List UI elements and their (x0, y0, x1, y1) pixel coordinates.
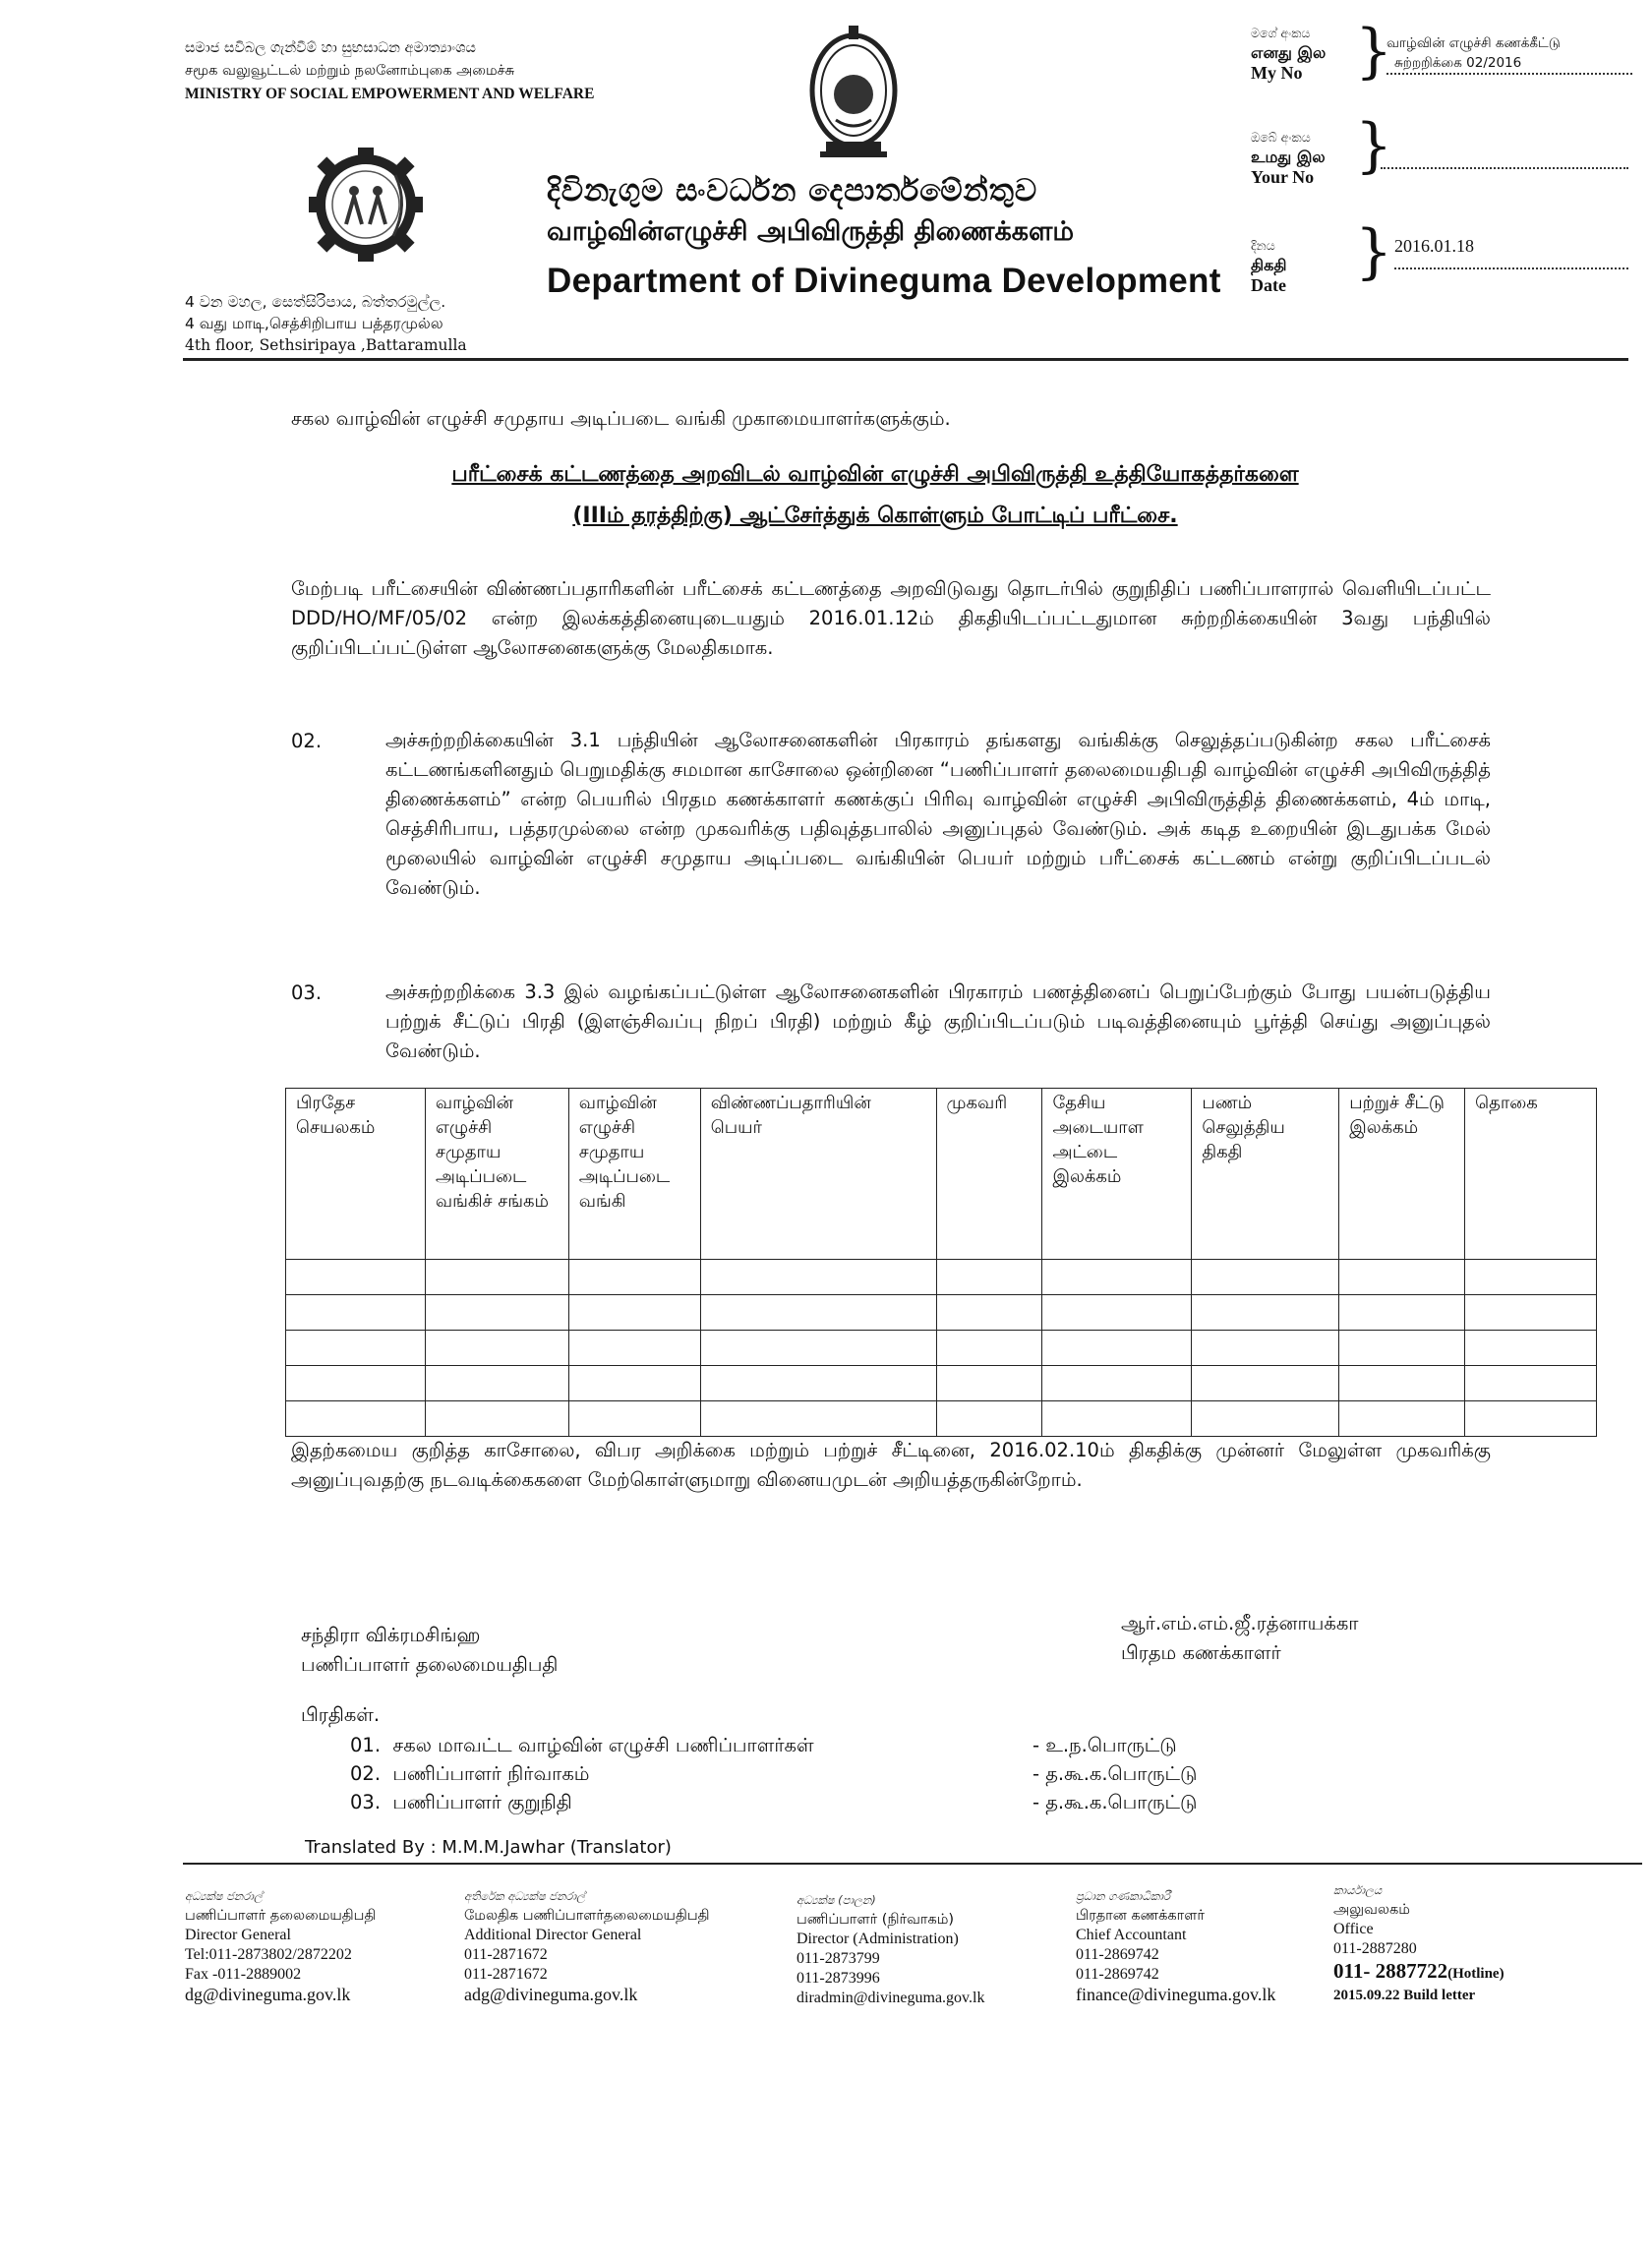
your-no-label (1251, 128, 1326, 187)
my-no-label-si: මගේ අංකය (1251, 26, 1311, 40)
footer-hotline-suffix: (Hotline) (1447, 1966, 1504, 1982)
table-cell (568, 1295, 700, 1331)
footer-chief-accountant (1076, 1886, 1275, 2004)
footer-si: අධ්‍යක්ෂ ජනරාල් (185, 1889, 263, 1903)
footer-en: Office (1333, 1921, 1374, 1937)
footer-phone: 011-2871672 (464, 1966, 548, 1983)
left-signatory-name: சந்திரா விக்ரமசிங்ஹ (301, 1624, 481, 1646)
ministry-name-tamil: சமூக வலுவூட்டல் மற்றும் நலனோம்புகை அமைச்சு (185, 63, 515, 79)
table-cell (1042, 1331, 1192, 1366)
footer-si: කාර්යාලය (1333, 1883, 1383, 1897)
copy-item-purpose: - த.கூ.க.பொருட்டு (1032, 1762, 1198, 1785)
footer-si: අතිරේක අධ්‍යක්ෂ ජනරාල් (464, 1889, 585, 1903)
my-no-label-en: My No (1251, 63, 1303, 83)
your-no-label-ta: உமது இல (1251, 148, 1326, 166)
table-cell (1339, 1295, 1465, 1331)
footer-en: Chief Accountant (1076, 1927, 1187, 1943)
footer-en: Additional Director General (464, 1927, 642, 1943)
footer-hotline-number: 011- 2887722 (1333, 1959, 1448, 1983)
recipient-line: சகல வாழ்வின் எழுச்சி சமுதாய அடிப்படை வங்கி முகாமையாளர்களுக்கும். (291, 407, 951, 430)
copy-item-recipient: பணிப்பாளர் நிர்வாகம் (392, 1762, 590, 1785)
table-cell (700, 1295, 936, 1331)
table-cell (568, 1366, 700, 1401)
copy-item-purpose: - த.கூ.க.பொருட்டு (1032, 1791, 1198, 1813)
table-row (286, 1401, 1597, 1437)
footer-director-admin (796, 1890, 984, 2008)
details-form-table (285, 1088, 1597, 1437)
column-header: பணம் செலுத்திய திகதி (1192, 1089, 1339, 1260)
copies-list (350, 1731, 814, 1816)
footer-divider (183, 1863, 1642, 1865)
date-value-text: 2016.01.18 (1394, 236, 1474, 256)
department-name-tamil: வாழ்வின்எழுச்சி அபிவிருத்தி திணைக்களம் (547, 216, 1075, 247)
footer-additional-director-general (464, 1886, 710, 2004)
footer-phone: Tel:011-2873802/2872202 (185, 1946, 352, 1963)
table-cell (425, 1401, 568, 1437)
footer-fax: Fax -011-2889002 (185, 1966, 302, 1983)
ministry-name-english: MINISTRY OF SOCIAL EMPOWERMENT AND WELFARE (185, 86, 595, 102)
copies-heading: பிரதிகள். (301, 1703, 381, 1726)
brace-icon: } (1355, 217, 1393, 286)
letter-title-line1: பரீட்சைக் கட்டணத்தை அறவிடல் வாழ்வின் எழுச்சி அபிவிருத்தி உத்தியோகத்தர்களை (451, 462, 1299, 487)
table-cell (1339, 1331, 1465, 1366)
column-header: வாழ்வின் எழுச்சி சமுதாய அடிப்படை வங்கிச் சங்கம் (425, 1089, 568, 1260)
para2-paragraph: அச்சுற்றறிக்கையின் 3.1 பந்தியின் ஆலோசனைகளின் பிரகாரம் தங்களது வங்கிக்கு செலுத்தப்படுகின்ற சகல பரீட்சைக் கட்டணங்களினதும் பெறுமதிக்கு சமமான காசோலை ஒன்றினை “பணிப்பாளர் தலைமையதிபதி வாழ்வின் எழுச்சி அபிவிருத்தித் திணைக்களம்” என்ற பெயரில் பிரதம கணக்காளர் கணக்குப் பிரிவு வாழ்வின் எழுச்சி அபிவிருத்தித் திணைக்களம், 4ம் மாடி, செத்சிரிபாய, பத்தரமுல்லை என்ற முகவரிக்கு பதிவுத்தபாலில் அனுப்புதல் வேண்டும். அக் கடித உறையின் இடதுபக்க மேல் மூலையில் வாழ்வின் எழுச்சி சமுதாய அடிப்படை வங்கியின் பெயர் மற்றும் பரீட்சைக் கட்டணம் என்று குறிப்பிடப்படல் வேண்டும். (385, 729, 1491, 899)
your-no-label-si: ඔබේ අංකය (1251, 130, 1311, 145)
department-logo-icon (307, 146, 425, 264)
table-cell (1192, 1331, 1339, 1366)
footer-phone: 011-2887280 (1333, 1940, 1417, 1957)
copy-item-recipient: சகல மாவட்ட வாழ்வின் எழுச்சி பணிப்பாளர்கள் (392, 1734, 814, 1756)
my-no-value-line1: வாழ்வின் எழுச்சி கணக்கீட்டு (1386, 35, 1561, 51)
copy-item-number: 03. (350, 1791, 382, 1813)
left-signatory (301, 1621, 558, 1680)
your-no-label-en: Your No (1251, 167, 1315, 187)
footer-phone: 011-2873799 (796, 1950, 880, 1967)
address-sinhala: 4 වන මහල, සෙත්සිරිපාය, බත්තරමුල්ල. (185, 293, 446, 311)
footer-email: dg@divineguma.gov.lk (185, 1985, 351, 2004)
table-cell (700, 1331, 936, 1366)
table-cell (286, 1295, 426, 1331)
address-block (185, 291, 467, 356)
table-cell (568, 1260, 700, 1295)
footer-ta: பணிப்பாளர் தலைமையதிபதி (185, 1908, 377, 1924)
copy-item (350, 1731, 814, 1759)
table-cell (286, 1260, 426, 1295)
table-cell (1042, 1401, 1192, 1437)
table-cell (1192, 1295, 1339, 1331)
table-cell (936, 1260, 1042, 1295)
my-no-value-line2: சுற்றறிக்கை 02/2016 (1386, 53, 1632, 75)
table-cell (1339, 1366, 1465, 1401)
table-cell (1192, 1366, 1339, 1401)
date-value (1381, 234, 1628, 269)
table-cell (425, 1295, 568, 1331)
table-cell (1465, 1295, 1597, 1331)
table-cell (425, 1366, 568, 1401)
header-divider (183, 358, 1628, 361)
column-header: பற்றுச் சீட்டு இலக்கம் (1339, 1089, 1465, 1260)
table-cell (936, 1331, 1042, 1366)
footer-email: adg@divineguma.gov.lk (464, 1985, 638, 2004)
translator-credit: Translated By : M.M.M.Jawhar (Translator) (305, 1837, 672, 1858)
footer-si: ප්‍රධාන ගණකාධිකාරී (1076, 1889, 1170, 1903)
table-cell (1042, 1260, 1192, 1295)
table-cell (1465, 1401, 1597, 1437)
date-label-si: දිනය (1251, 238, 1275, 253)
table-cell (286, 1366, 426, 1401)
copy-item-number: 01. (350, 1734, 382, 1756)
date-label-en: Date (1251, 275, 1286, 295)
footer-phone: 011-2873996 (796, 1970, 880, 1987)
table-cell (936, 1401, 1042, 1437)
address-tamil: 4 வது மாடி,செத்சிறிபாய பத்தரமுல்ல (185, 315, 443, 332)
table-cell (936, 1366, 1042, 1401)
copy-item (350, 1788, 814, 1816)
footer-ta: பிரதான கணக்காளர் (1076, 1908, 1205, 1924)
brace-icon: } (1355, 111, 1393, 180)
ministry-block (185, 37, 594, 105)
footer-build-note: 2015.09.22 Build letter (1333, 1988, 1476, 2003)
right-signatory-title: பிரதம கணக்காளர் (1121, 1641, 1281, 1664)
footer-si: අධ්‍යක්ෂ (පාලන) (796, 1893, 876, 1907)
para3-number: 03. (291, 981, 323, 1004)
ministry-name-sinhala: සමාජ සවිබල ගැන්වීම් හා සුභසාධන අමාත්‍යාංශය (185, 40, 476, 56)
footer-phone: 011-2869742 (1076, 1946, 1159, 1963)
table-cell (425, 1331, 568, 1366)
footer-ta: அலுவலகம் (1333, 1902, 1410, 1918)
table-cell (700, 1260, 936, 1295)
table-header-row (286, 1089, 1597, 1260)
copy-item (350, 1759, 814, 1788)
footer-en: Director (Administration) (796, 1931, 959, 1947)
footer-email: diradmin@divineguma.gov.lk (796, 1990, 985, 2006)
date-label (1251, 236, 1286, 295)
table-cell (1042, 1366, 1192, 1401)
column-header: தொகை (1465, 1089, 1597, 1260)
department-name-sinhala: දිවිනැගුම සංවර්ධන දෙපාර්තමේන්තුව (547, 173, 1038, 208)
footer-phone: 011-2869742 (1076, 1966, 1159, 1983)
table-cell (568, 1401, 700, 1437)
date-dotline (1394, 258, 1628, 269)
my-no-label-ta: எனது இல (1251, 43, 1327, 62)
copy-item-number: 02. (350, 1762, 382, 1785)
my-no-value (1386, 33, 1632, 75)
my-no-label (1251, 24, 1326, 83)
table-cell (1192, 1401, 1339, 1437)
department-name-english: Department of Divineguma Development (547, 262, 1221, 300)
table-cell (1465, 1331, 1597, 1366)
column-header: விண்ணப்பதாரியின் பெயர் (700, 1089, 936, 1260)
closing-paragraph: இதற்கமைய குறித்த காசோலை, விபர அறிக்கை மற்றும் பற்றுச் சீட்டினை, 2016.02.10ம் திகதிக்கு முன்னர் மேலுள்ள முகவரிக்கு அனுப்புவதற்கு நடவடிக்கைகளை மேற்கொள்ளுமாறு வினையமுடன் அறியத்தருகின்றோம். (291, 1439, 1491, 1491)
table-cell (700, 1366, 936, 1401)
footer-director-general (185, 1886, 376, 2004)
column-header: பிரதேச செயலகம் (286, 1089, 426, 1260)
column-header: வாழ்வின் எழுச்சி சமுதாய அடிப்படை வங்கி (568, 1089, 700, 1260)
footer-hotline (1333, 1959, 1504, 1986)
intro-paragraph: மேற்படி பரீட்சையின் விண்ணப்பதாரிகளின் பரீட்சைக் கட்டணத்தை அறவிடுவது தொடர்பில் குறுநிதிப் பணிப்பாளரால் வெளியிடப்பட்ட DDD/HO/MF/05/02 என்ற இலக்கத்தினையுடையதும் 2016.01.12ம் திகதியிடப்பட்டதுமான சுற்றறிக்கையின் 3வது பந்தியில் குறிப்பிடப்பட்டுள்ள ஆலோசனைகளுக்கு மேலதிகமாக. (291, 577, 1491, 659)
your-no-value (1381, 149, 1628, 169)
state-emblem-icon (806, 22, 901, 159)
table-cell (1192, 1260, 1339, 1295)
footer-en: Director General (185, 1927, 291, 1943)
address-english: 4th floor, Sethsiripaya ,Battaramulla (185, 336, 467, 354)
letter-title-line2: (IIIம் தரத்திற்கு) ஆட்சேர்த்துக் கொள்ளும் போட்டிப் பரீட்சை. (572, 504, 1178, 528)
table-cell (286, 1331, 426, 1366)
para2-number: 02. (291, 730, 323, 752)
footer-ta: மேலதிக பணிப்பாளர்தலைமையதிபதி (464, 1908, 710, 1924)
date-label-ta: திகதி (1251, 256, 1287, 274)
table-cell (700, 1401, 936, 1437)
right-signatory-name: ஆர்.எம்.எம்.ஜீ.ரத்னாயக்கா (1121, 1612, 1359, 1634)
table-cell (1465, 1366, 1597, 1401)
table-cell (568, 1331, 700, 1366)
table-cell (1042, 1295, 1192, 1331)
column-header: முகவரி (936, 1089, 1042, 1260)
table-cell (936, 1295, 1042, 1331)
table-row (286, 1366, 1597, 1401)
column-header: தேசிய அடையாள அட்டை இலக்கம் (1042, 1089, 1192, 1260)
left-signatory-title: பணிப்பாளர் தலைமையதிபதி (301, 1653, 559, 1676)
table-cell (425, 1260, 568, 1295)
table-cell (286, 1401, 426, 1437)
brace-icon: } (1355, 17, 1393, 86)
footer-ta: பணிப்பாளர் (நிர்வாகம்) (796, 1912, 955, 1928)
table-row (286, 1295, 1597, 1331)
footer-office (1333, 1880, 1504, 2005)
footer-email: finance@divineguma.gov.lk (1076, 1985, 1276, 2004)
table-cell (1339, 1401, 1465, 1437)
footer-phone: 011-2871672 (464, 1946, 548, 1963)
table-row (286, 1260, 1597, 1295)
copy-item-purpose: - உ.ந.பொருட்டு (1032, 1734, 1177, 1756)
table-cell (1339, 1260, 1465, 1295)
copy-item-recipient: பணிப்பாளர் குறுநிதி (392, 1791, 572, 1813)
copies-purpose-list (1032, 1731, 1197, 1816)
right-signatory (1121, 1609, 1358, 1668)
para3-paragraph: அச்சுற்றறிக்கை 3.3 இல் வழங்கப்பட்டுள்ள ஆலோசனைகளின் பிரகாரம் பணத்தினைப் பெறுப்பேற்கும் போது பயன்படுத்திய பற்றுக் சீட்டுப் பிரதி (இளஞ்சிவப்பு நிறப் பிரதி) மற்றும் கீழ் குறிப்பிடப்படும் படிவத்தினையும் பூர்த்தி செய்து அனுப்புதல் வேண்டும். (385, 980, 1491, 1062)
table-row (286, 1331, 1597, 1366)
table-cell (1465, 1260, 1597, 1295)
